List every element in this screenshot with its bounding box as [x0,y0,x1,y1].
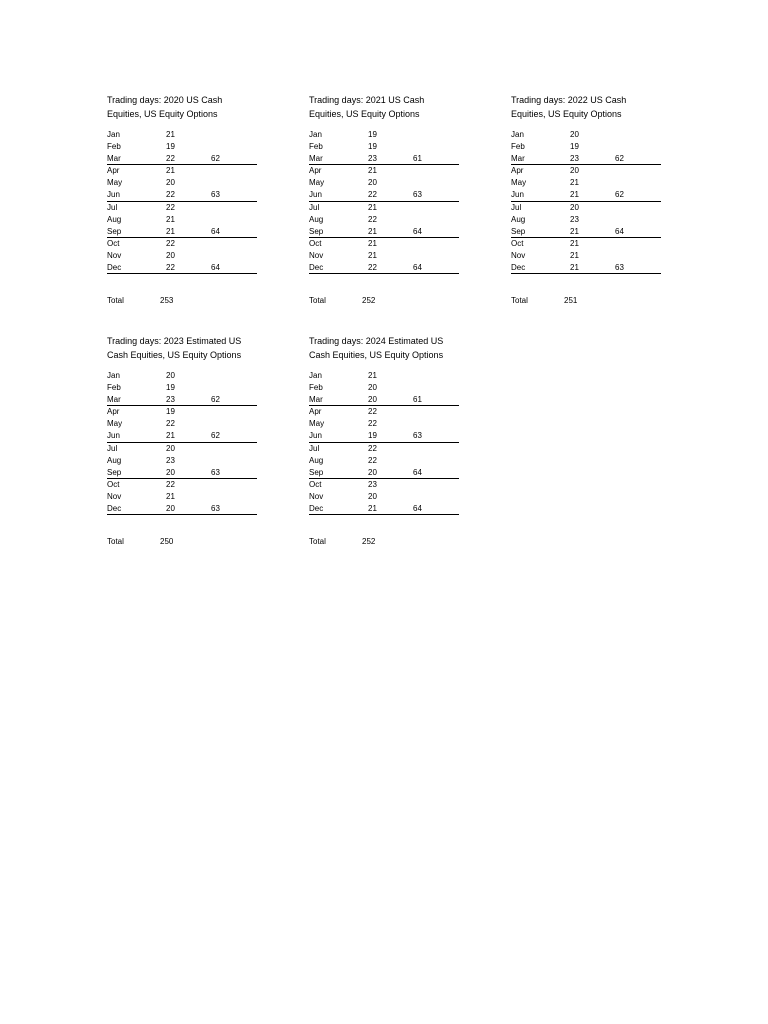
days-value: 21 [368,504,377,514]
table-row [107,491,257,503]
month-label: Jul [309,202,320,212]
table-row [107,382,257,394]
month-label: Oct [309,479,322,489]
total-row [107,536,257,548]
quarter-total: 63 [615,263,624,273]
trading-days-table-2021 [309,94,459,305]
table-row [107,214,257,226]
table-row [309,238,459,250]
table-row [107,430,257,442]
month-label: Mar [107,395,121,405]
month-label: Dec [309,263,324,273]
total-value: 253 [160,296,174,305]
days-value: 20 [368,178,377,188]
table-title: Trading days: 2024 Estimated US Cash Equities, US Equity Options [309,336,444,360]
days-value: 20 [368,395,377,405]
month-label: Apr [511,166,524,176]
days-value: 20 [570,166,579,176]
days-value: 23 [166,455,175,465]
days-value: 19 [166,407,175,417]
days-value: 22 [166,479,175,489]
table-row [107,467,257,479]
quarter-total: 64 [615,226,624,236]
month-rows [107,129,257,274]
table-row [107,479,257,491]
table-row [309,491,459,503]
table-row [309,503,459,515]
total-label: Total [107,537,124,546]
month-label: Sep [511,226,526,236]
quarter-total: 62 [615,154,624,164]
table-row [511,202,661,214]
days-value: 21 [570,263,579,273]
month-label: Jun [511,190,524,200]
quarter-total: 61 [413,395,422,405]
month-rows [309,370,459,515]
total-label: Total [309,296,326,305]
month-label: Dec [107,504,122,514]
days-value: 20 [368,383,377,393]
table-row [309,370,459,382]
quarter-total: 63 [211,190,220,200]
table-row [107,503,257,515]
table-row [309,262,459,274]
month-rows [107,370,257,515]
days-value: 21 [368,371,377,380]
trading-days-table-2020 [107,94,257,305]
days-value: 23 [570,154,579,164]
quarter-total: 64 [211,263,220,273]
table-row [511,262,661,274]
table-row [107,238,257,250]
month-label: Sep [309,467,324,477]
days-value: 22 [368,407,377,417]
table-row [511,153,661,165]
month-label: Aug [309,214,324,224]
month-label: Mar [309,154,323,164]
days-value: 21 [166,166,175,176]
quarter-total: 63 [413,431,422,441]
month-label: Jul [107,202,118,212]
quarter-total: 63 [211,504,220,514]
table-row [309,141,459,153]
table-row [309,455,459,467]
quarter-total: 62 [615,190,624,200]
month-label: Mar [107,154,121,164]
days-value: 22 [368,214,377,224]
month-label: Feb [107,142,121,152]
days-value: 22 [166,238,175,248]
quarter-total: 62 [211,395,220,405]
table-row [309,189,459,201]
month-label: Nov [107,250,122,260]
days-value: 19 [368,130,377,139]
month-label: Nov [309,491,324,501]
table-row [309,202,459,214]
days-value: 20 [570,130,579,139]
month-label: May [107,178,123,188]
table-title: Trading days: 2023 Estimated US Cash Equities, US Equity Options [107,336,242,360]
table-row [511,129,661,141]
total-value: 252 [362,296,376,305]
table-row [511,189,661,201]
table-row [511,165,661,177]
month-label: Jan [107,371,120,380]
month-rows [511,129,661,274]
days-value: 20 [166,467,175,477]
month-label: Feb [309,383,323,393]
table-row [309,129,459,141]
table-row [309,250,459,262]
month-label: Sep [107,226,122,236]
days-value: 21 [166,226,175,236]
quarter-total: 62 [211,431,220,441]
table-row [309,153,459,165]
total-label: Total [511,296,528,305]
month-label: Aug [511,214,526,224]
month-label: Jan [107,130,120,139]
month-label: Oct [107,238,120,248]
trading-days-table-2022 [511,94,661,305]
table-row [309,214,459,226]
days-value: 19 [368,142,377,152]
days-value: 21 [368,250,377,260]
month-label: Apr [107,407,120,417]
table-row [309,418,459,430]
month-label: Jun [107,190,120,200]
table-row [309,165,459,177]
table-row [107,141,257,153]
month-label: Aug [107,455,122,465]
trading-days-table-2024 [309,335,459,546]
month-label: Jul [511,202,522,212]
month-label: Aug [309,455,324,465]
total-row [309,536,459,548]
table-row [309,443,459,455]
days-value: 23 [570,214,579,224]
table-row [107,202,257,214]
table-row [511,214,661,226]
month-label: Jan [511,130,524,139]
days-value: 20 [368,491,377,501]
table-row [107,153,257,165]
quarter-total: 64 [413,467,422,477]
month-label: Apr [309,407,322,417]
days-value: 21 [570,226,579,236]
table-title: Trading days: 2020 US Cash Equities, US Equity Options [107,95,223,119]
days-value: 21 [368,226,377,236]
table-row [107,443,257,455]
table-row [309,479,459,491]
quarter-total: 64 [413,263,422,273]
days-value: 21 [368,238,377,248]
table-row [107,177,257,189]
month-label: Jun [107,431,120,441]
days-value: 22 [166,190,175,200]
days-value: 22 [166,202,175,212]
month-label: Nov [107,491,122,501]
table-row [309,382,459,394]
quarter-total: 63 [413,190,422,200]
quarter-total: 62 [211,154,220,164]
month-label: May [511,178,527,188]
quarter-total: 64 [413,226,422,236]
days-value: 22 [368,263,377,273]
days-value: 23 [368,154,377,164]
days-value: 22 [368,443,377,453]
month-label: May [107,419,123,429]
total-value: 250 [160,537,174,546]
days-value: 20 [166,443,175,453]
table-title: Trading days: 2022 US Cash Equities, US Equity Options [511,95,627,119]
days-value: 21 [166,214,175,224]
month-label: Jan [309,130,322,139]
month-label: Dec [511,263,526,273]
month-label: Feb [511,142,525,152]
days-value: 20 [368,467,377,477]
total-value: 252 [362,537,376,546]
month-label: Oct [511,238,524,248]
table-row [511,250,661,262]
month-label: Dec [107,263,122,273]
table-row [107,262,257,274]
month-label: Nov [511,250,526,260]
total-row [107,295,257,307]
month-label: Nov [309,250,324,260]
table-row [309,177,459,189]
table-row [511,177,661,189]
table-row [107,455,257,467]
trading-days-table-2023 [107,335,257,546]
days-value: 20 [570,202,579,212]
month-label: Apr [107,166,120,176]
quarter-total: 61 [413,154,422,164]
month-label: May [309,178,325,188]
table-row [107,370,257,382]
table-row [511,226,661,238]
table-row [511,238,661,250]
month-label: Jan [309,371,322,380]
total-label: Total [107,296,124,305]
table-row [309,467,459,479]
table-row [107,418,257,430]
days-value: 19 [570,142,579,152]
table-row [309,226,459,238]
month-label: Dec [309,504,324,514]
days-value: 22 [368,419,377,429]
days-value: 21 [570,250,579,260]
days-value: 19 [166,383,175,393]
days-value: 22 [368,190,377,200]
days-value: 20 [166,504,175,514]
days-value: 21 [570,238,579,248]
month-label: Feb [107,383,121,393]
days-value: 21 [166,491,175,501]
table-row [107,406,257,418]
days-value: 23 [166,395,175,405]
month-label: Aug [107,214,122,224]
days-value: 21 [368,166,377,176]
month-label: May [309,419,325,429]
table-row [107,129,257,141]
days-value: 22 [166,154,175,164]
table-row [107,394,257,406]
days-value: 22 [368,455,377,465]
days-value: 21 [166,130,175,139]
days-value: 22 [166,263,175,273]
month-label: Apr [309,166,322,176]
month-label: Feb [309,142,323,152]
days-value: 20 [166,250,175,260]
table-row [107,189,257,201]
total-row [511,295,661,307]
month-label: Jul [309,443,320,453]
month-label: Jun [309,431,322,441]
table-row [309,394,459,406]
days-value: 20 [166,178,175,188]
month-label: Oct [107,479,120,489]
days-value: 23 [368,479,377,489]
quarter-total: 64 [211,226,220,236]
total-row [309,295,459,307]
table-row [511,141,661,153]
table-title: Trading days: 2021 US Cash Equities, US Equity Options [309,95,425,119]
table-row [309,430,459,442]
month-label: Sep [309,226,324,236]
table-row [107,226,257,238]
month-label: Mar [511,154,525,164]
month-label: Oct [309,238,322,248]
table-row [309,406,459,418]
days-value: 20 [166,371,175,380]
month-label: Jul [107,443,118,453]
total-label: Total [309,537,326,546]
days-value: 21 [368,202,377,212]
days-value: 19 [368,431,377,441]
days-value: 22 [166,419,175,429]
table-row [107,165,257,177]
total-value: 251 [564,296,578,305]
days-value: 19 [166,142,175,152]
table-row [107,250,257,262]
quarter-total: 63 [211,467,220,477]
days-value: 21 [570,190,579,200]
month-rows [309,129,459,274]
quarter-total: 64 [413,504,422,514]
month-label: Mar [309,395,323,405]
days-value: 21 [570,178,579,188]
days-value: 21 [166,431,175,441]
month-label: Sep [107,467,122,477]
month-label: Jun [309,190,322,200]
